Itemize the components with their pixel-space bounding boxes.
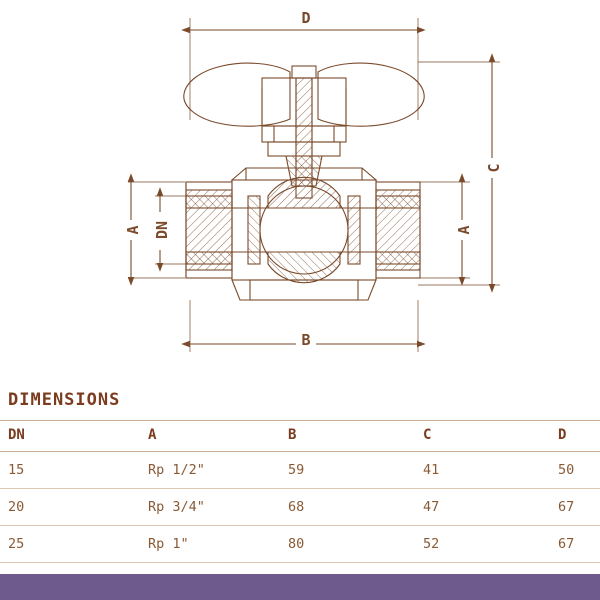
section-title: DIMENSIONS bbox=[8, 390, 121, 410]
cell-a: Rp 1" bbox=[140, 526, 280, 563]
cell-dn: 25 bbox=[0, 526, 140, 563]
footer-bar bbox=[0, 574, 600, 600]
column-header-dn: DN bbox=[0, 421, 140, 452]
dim-label-C: C bbox=[485, 163, 503, 173]
cell-c: 47 bbox=[415, 489, 550, 526]
cell-d: 50 bbox=[550, 452, 600, 489]
cell-a: Rp 3/4" bbox=[140, 489, 280, 526]
dimensions-section bbox=[0, 382, 600, 563]
table-row bbox=[0, 452, 600, 489]
cell-b: 59 bbox=[280, 452, 415, 489]
dim-label-B: B bbox=[301, 331, 311, 349]
cell-dn: 15 bbox=[0, 452, 140, 489]
table-row bbox=[0, 526, 600, 563]
cell-b: 80 bbox=[280, 526, 415, 563]
cell-b: 68 bbox=[280, 489, 415, 526]
table-header-row bbox=[0, 421, 600, 452]
dim-label-DN: DN bbox=[153, 220, 171, 240]
table-row bbox=[0, 489, 600, 526]
cell-d: 67 bbox=[550, 489, 600, 526]
column-header-b: B bbox=[280, 421, 415, 452]
cell-d: 67 bbox=[550, 526, 600, 563]
column-header-c: C bbox=[415, 421, 550, 452]
dim-label-D-top: D bbox=[301, 9, 311, 27]
column-header-d: D bbox=[550, 421, 600, 452]
dim-label-A-right: A bbox=[455, 225, 473, 235]
cell-a: Rp 1/2" bbox=[140, 452, 280, 489]
dim-label-A-left: A bbox=[124, 225, 142, 235]
dimensions-table bbox=[0, 420, 600, 563]
cell-c: 41 bbox=[415, 452, 550, 489]
cell-c: 52 bbox=[415, 526, 550, 563]
cell-dn: 20 bbox=[0, 489, 140, 526]
column-header-a: A bbox=[140, 421, 280, 452]
